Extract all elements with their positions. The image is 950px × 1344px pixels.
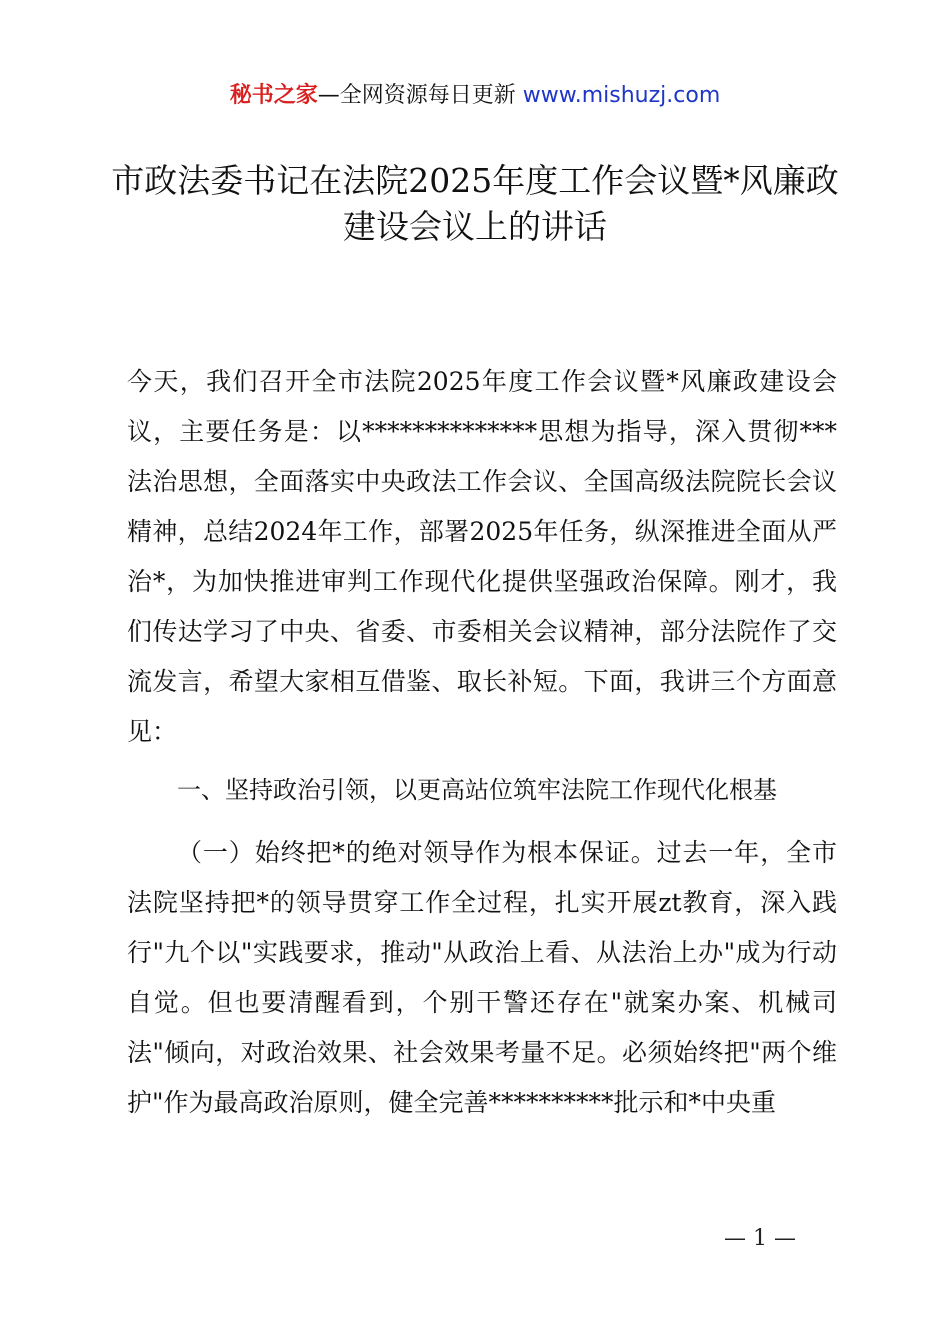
brand-name: 秘书之家 (229, 83, 318, 108)
site-url-link[interactable]: www.mishuzj.com (522, 83, 721, 108)
document-title: 市政法委书记在法院2025年度工作会议暨*风廉政建设会议上的讲话 (111, 161, 839, 246)
body-paragraph: 今天，我们召开全市法院2025年度工作会议暨*风廉政建设会议，主要任务是：以**************思想为指导，深入贯彻***法治思想，全面落实中央政法工作会议、全国高级法院院长会议精神，总结2024年工作，部署2025年任务，纵深推进全面从严治*，为加快推进审判工作现代化提供坚强政治保障。刚才，我们传达学习了中央、省委、市委相关会议精神，部分法院作了交流发言，希望大家相互借鉴、取长补短。下面，我讲三个方面意见： (127, 367, 837, 746)
body-paragraph: （一）始终把*的绝对领导作为根本保证。过去一年，全市法院坚持把*的领导贯穿工作全过程，扎实开展zt教育，深入践行"九个以"实践要求，推动"从政治上看、从法治上办"成为行动自觉。但也要清醒看到，个别干警还存在"就案办案、机械司法"倾向，对政治效果、社会效果考量不足。必须始终把"两个维护"作为最高政治原则，健全完善**********批示和*中央重 (127, 838, 837, 1117)
section-heading: 一、坚持政治引领，以更高站位筑牢法院工作现代化根基 (177, 776, 777, 804)
page-number: — 1 — (724, 1226, 796, 1251)
site-header (0, 80, 950, 112)
header-tagline: —全网资源每日更新 (317, 83, 516, 108)
